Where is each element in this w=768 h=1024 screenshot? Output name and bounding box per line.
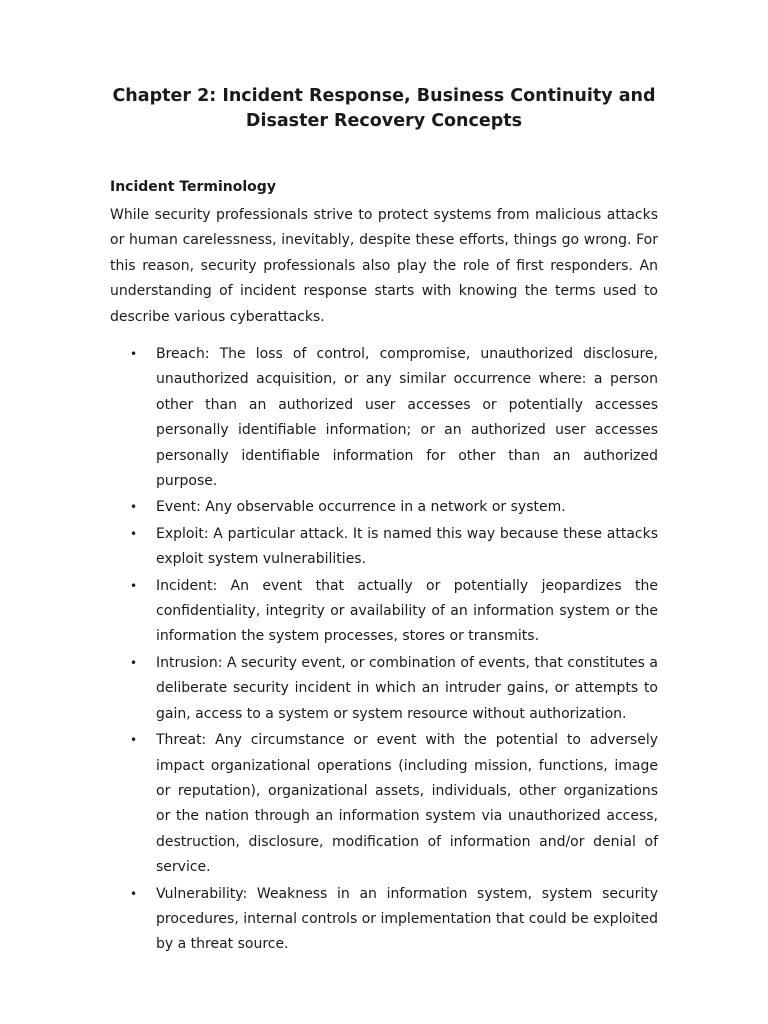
- term-incident: [110, 574, 658, 650]
- bullet-icon: •: [130, 500, 138, 515]
- term-threat: [110, 728, 658, 880]
- term-text: Event: Any observable occurrence in a network or system.: [156, 499, 566, 516]
- bullet-icon: •: [130, 578, 138, 593]
- bullet-icon: •: [130, 886, 138, 901]
- section-heading: Incident Terminology: [110, 179, 276, 195]
- term-text: Breach: The loss of control, compromise, unauthorized disclosure, unauthorized acquisition, or any similar occurrence where: a person other than an authorized user accesses or potentially accesses personally identifiable information; or an authorized user accesses personally identifiable information for other than an authorized purpose.: [156, 346, 658, 490]
- term-text: Exploit: A particular attack. It is named this way because these attacks exploit system vulnerabilities.: [156, 525, 658, 568]
- term-text: Threat: Any circumstance or event with the potential to adversely impact organizational operations (including mission, functions, image or reputation), organizational assets, individuals, other organizations or the nation through an information system via unauthorized access, destruction, disclosure, modification of information and/or denial of service.: [156, 732, 658, 876]
- bullet-icon: •: [130, 733, 138, 748]
- chapter-title: [96, 84, 672, 134]
- chapter-title-line-1: Chapter 2: Incident Response, Business Continuity and: [112, 86, 656, 106]
- term-text: Vulnerability: Weakness in an information system, system security procedures, internal controls or implementation that could be exploited by a threat source.: [156, 885, 658, 953]
- term-vulnerability: [110, 882, 658, 958]
- term-text: Intrusion: A security event, or combination of events, that constitutes a deliberate security incident in which an intruder gains, or attempts to gain, access to a system or system resource without authorization.: [156, 654, 658, 722]
- term-event: [110, 495, 658, 520]
- term-exploit: [110, 522, 658, 573]
- intro-paragraph: While security professionals strive to protect systems from malicious attacks or human carelessness, inevitably, despite these efforts, things go wrong. For this reason, security professionals also play the role of first responders. An understanding of incident response starts with knowing the terms used to describe various cyberattacks.: [110, 207, 658, 325]
- bullet-icon: •: [130, 347, 138, 361]
- bullet-icon: •: [130, 655, 138, 670]
- term-intrusion: [110, 651, 658, 727]
- chapter-title-line-2: Disaster Recovery Concepts: [245, 111, 523, 131]
- bullet-icon: •: [130, 526, 138, 541]
- term-text: Incident: An event that actually or potentially jeopardizes the confidentiality, integrity or availability of an information system or the information the system processes, stores or transmits.: [156, 577, 658, 645]
- term-breach: [110, 342, 658, 494]
- terminology-list: [110, 342, 658, 959]
